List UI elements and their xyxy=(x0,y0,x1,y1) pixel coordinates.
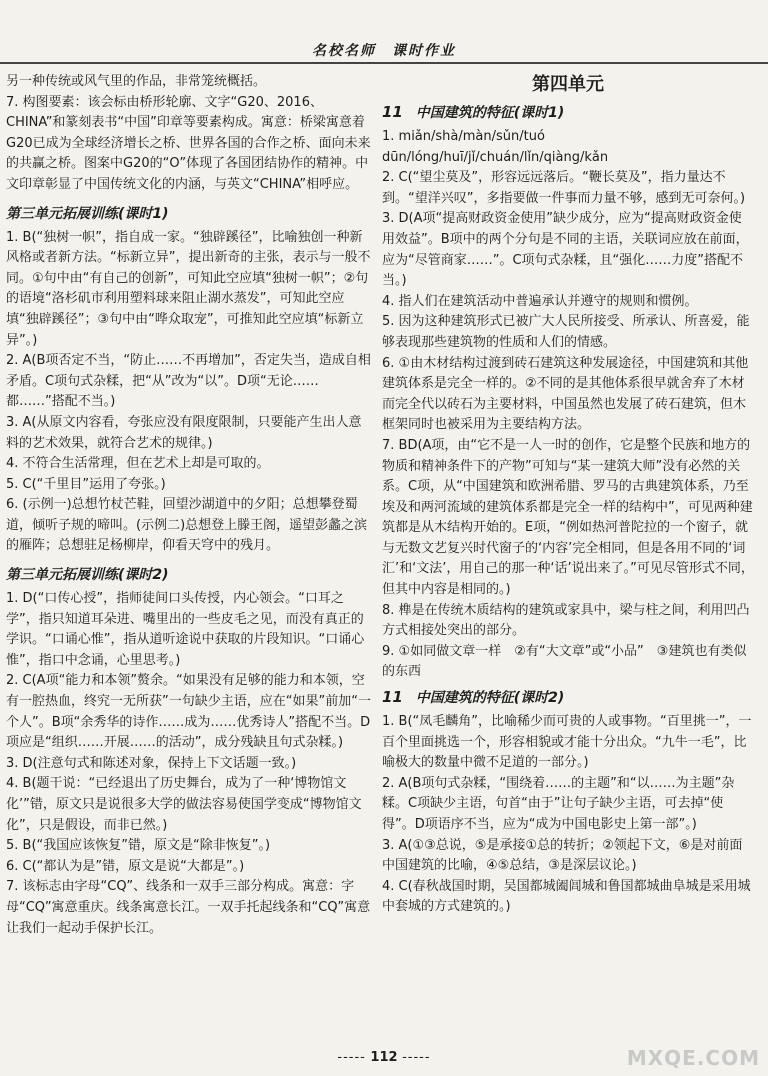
right-column xyxy=(382,72,754,918)
page-header xyxy=(0,40,768,64)
answer-item: 6. C(“都认为是”错，原文是说“大都是”。) xyxy=(6,858,245,874)
answer-item: 1. D(“口传心授”，指师徒间口头传授，内心领会。“口耳之学”，指只知道耳朵进、嘴里出的一些皮毛之见，而没有真正的学识。“口诵心惟”，指从道听途说中获取的片段知识。“口诵心惟”，指口中念诵，心里思考。) xyxy=(6,591,365,668)
answer-item: 4. C(春秋战国时期，吴国都城阖闾城和鲁国都城曲阜城是采用城中套城的方式建筑的。) xyxy=(382,878,751,915)
lesson-number: 11 xyxy=(382,103,403,121)
answer-item: 2. A(B项否定不当，“防止……不再增加”，否定失当，造成自相矛盾。C项句式杂糅，把“从”改为“以”。D项“无论……都……”搭配不当。) xyxy=(6,353,371,410)
answer-item: 5. C(“千里目”运用了夸张。) xyxy=(6,476,166,492)
lesson-title-text: 中国建筑的特征(课时2) xyxy=(415,690,565,707)
header-rule xyxy=(0,62,768,64)
answer-item: 6. ①由木材结构过渡到砖石建筑这种发展途径，中国建筑和其他建筑体系是完全一样的。②不同的是其他体系很早就舍弃了木材而完全代以砖石为主要材料，中国虽然也发展了砖石建筑，但木框架同时也被采用为主要结构方法。 xyxy=(382,355,749,433)
footer-dashes-left: ----- xyxy=(337,1050,366,1065)
section-title-unit3-lesson2: 第三单元拓展训练(课时2) xyxy=(6,567,169,584)
unit-title: 第四单元 xyxy=(532,74,604,95)
intro-line-1: 另一种传统或风气里的作品，非常笼统概括。 xyxy=(6,74,267,89)
answer-item: 3. A(①③总说，⑤是承接①总的转折；②领起下文，⑥是对前面中国建筑的比喻，④⑤总结，③是深层议论。) xyxy=(382,837,743,874)
answer-item: 8. 榫是在传统木质结构的建筑或家具中，梁与柱之间，利用凹凸方式相接处突出的部分。 xyxy=(382,602,750,639)
lesson-title-1 xyxy=(382,102,754,123)
answer-item: 3. A(从原文内容看，夸张应没有限度限制，只要能产生出人意料的艺术效果，就符合艺术的规律。) xyxy=(6,414,362,451)
answer-item: 5. 因为这种建筑形式已被广大人民所接受、所承认、所喜爱，能够表现那些建筑物的性质和人们的情感。 xyxy=(382,314,750,350)
answer-item: 6. (示例一)总想竹杖芒鞋，回望沙湖道中的夕阳；总想攀登蜀道，倾听子规的啼叫。(示例二)总想登上滕王阁，遥望彭蠡之滨的雁阵；总想驻足杨柳岸，仰看天穹中的残月。 xyxy=(6,497,368,554)
answer-item: 4. B(题干说：“已经退出了历史舞台，成为了一种‘博物馆文化’”错，原文只是说很多大学的做法容易使国学变成“博物馆文化”，只是假设，而非已然。) xyxy=(6,776,362,833)
lesson-number: 11 xyxy=(382,688,403,707)
answer-item: 5. B(“我国应该恢复”错，原文是“除非恢复”。) xyxy=(6,838,271,854)
answer-item: 9. ①如同做文章一样 ②有“大文章”或“小品” ③建筑也有类似的东西 xyxy=(382,643,747,680)
answer-item: 2. C(“望尘莫及”，形容远远落后。“鞭长莫及”，指力量达不到。“望洋兴叹”，多指要做一件事而力量不够，感到无可奈何。) xyxy=(382,170,746,206)
answer-item: 1. B(“独树一帜”，指自成一家。“独辟蹊径”，比喻独创一种新风格或者新方法。“标新立异”，提出新奇的主张，表示与一般不同。①句中由“有自己的创新”，可知此空应填“独树一帜”；②句的语境“洛杉矶市利用塑料球来阻止湖水蒸发”，可知此空应填“独辟蹊径”；③句中由“哗众取宠”，可推知此空应填“标新立异”。) xyxy=(6,229,371,348)
left-column xyxy=(6,72,372,939)
page-number: 112 xyxy=(370,1050,398,1065)
answer-item: 2. A(B项句式杂糅，“围绕着……的主题”和“以……为主题”杂糅。C项缺少主语，句首“由于”让句子缺少主语，可去掉“使得”。D项语序不当，应为“成为中国电影史上第一部”。) xyxy=(382,775,735,832)
answer-item: 2. C(A项“能力和本领”赘余。“如果没有足够的能力和本领，空有一腔热血，终究一无所获”一句缺少主语，应在“如果”前加“一个人”。B项“余秀华的诗作……成为……优秀诗人”搭配不当。D项应是“组织……开展……的活动”，成分残缺且句式杂糅。) xyxy=(6,673,371,751)
footer-dashes-right: ----- xyxy=(402,1050,431,1065)
answer-item: 4. 不符合生活常理，但在艺术上却是可取的。 xyxy=(6,456,270,472)
header-title: 名校名师 课时作业 xyxy=(312,43,456,59)
section-title-unit3-lesson1: 第三单元拓展训练(课时1) xyxy=(6,205,169,222)
answer-item: 3. D(注意句式和陈述对象，保持上下文话题一致。) xyxy=(6,755,297,771)
answer-item: 7. BD(A项，由“它不是一人一时的创作，它是整个民族和地方的物质和精神条件下的产物”可知与“某一建筑大师”没有必然的关系。C项，从“中国建筑和欧洲希腊、罗马的古典建筑体系，乃至埃及和两河流域的建筑体系都是完全一样的结构中”，可见两种建筑都是从木结构开始的。E项，“例如热河普陀拉的一个窗子，就与无数文艺复兴时代窗子的‘内容’完全相同，但是各用不同的‘词汇’和‘文法’，用自己的那一种‘话’说出来了。”可见尽管形式不同，但其中内容是相同的。) xyxy=(382,437,754,598)
lesson-title-text: 中国建筑的特征(课时1) xyxy=(415,105,565,121)
answer-item: 1. B(“凤毛麟角”，比喻稀少而可贵的人或事物。“百里挑一”，一百个里面挑选一个，形容相貌或才能十分出众。“九牛一毛”，比喻极大的数量中微不足道的一部分。) xyxy=(382,714,752,771)
lesson-title-2 xyxy=(382,687,754,708)
watermark: MXQE.COM xyxy=(626,1046,760,1070)
answer-item: 7. 该标志由字母“CQ”、线条和一双手三部分构成。寓意：字母“CQ”寓意重庆。线条寓意长江。一双手托起线条和“CQ”寓意让我们一起动手保护长江。 xyxy=(6,879,371,936)
answer-item: 4. 指人们在建筑活动中普遍承认并遵守的规则和惯例。 xyxy=(382,293,698,309)
intro-item-7: 7. 构图要素：该会标由桥形轮廓、文字“G20、2016、CHINA”和篆刻表书“中国”印章等要素构成。寓意：桥梁寓意着G20已成为全球经济增长之桥、世界各国的合作之桥、面向未来的共赢之桥。图案中G20的“O”体现了各国团结协作的精神。中文印章彰显了中国传统文化的内涵，与英文“CHINA”相呼应。 xyxy=(6,94,371,192)
answer-item: 1. miǎn/shà/màn/sǔn/tuó dūn/lóng/huī/jǐ/chuán/lǐn/qiàng/kǎn xyxy=(382,129,609,165)
answer-item: 3. D(A项“提高财政资金使用”缺少成分，应为“提高财政资金使用效益”。B项中的两个分句是不同的主语，关联词应放在前面，应为“尽管商家……”。C项句式杂糅，且“强化……力度”搭配不当。) xyxy=(382,211,749,289)
